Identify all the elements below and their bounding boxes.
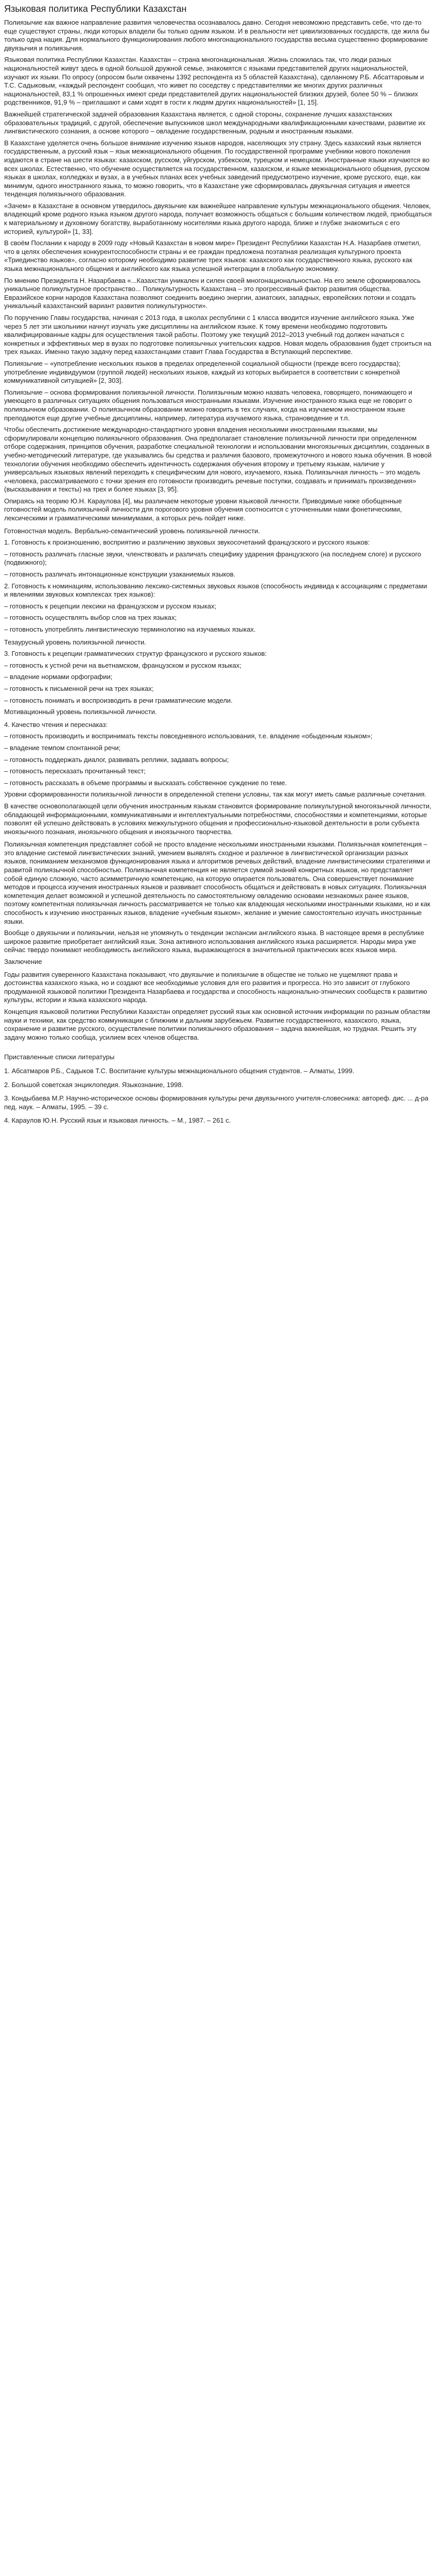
article-paragraph: Полиязычие как важное направление развития человечества осознавалось давно. Сегодня невозможно представить себе, что где-то еще существуют страны, люди которых владели бы только одним языком. И в реальности нет цивилизованных государств, где жила бы только одна нация. Для нормального функционирования любого многонационального государства весьма существенно формирование двуязычия и полиязычия. [4, 19, 430, 52]
article-paragraph: 1. Готовность к произношению, восприятию и различению звуковых звукосочетаний французского и русского языков: [4, 538, 370, 547]
article-paragraph: Готовностная модель. Вербально-семантический уровень полиязычной личности. [4, 527, 260, 535]
article-paragraph: Чтобы обеспечить достижение международно-стандартного уровня владения несколькими иностранными языками, мы сформулировали концепцию полиязычного образования. Она предполагает становление полиязычной личности при определенном отборе содержания, принципов обучения, разработке специальной технологии и использовании многоязычных дисциплин, созданных в учебно-методический литературе, где указывались бы средства и различия базового, промежуточного и нового языка обучения. В новой технологии обучения необходимо обеспечить идентичность содержания обучения второму и третьему языкам, наличие у универсальных языковых явлений переходить к специфическим для нового, изучаемого, языка. Полиязычная личность – это модель «человека, рассматриваемого с точки зрения его готовности производить речевые поступки, создавать и принимать произведения» (высказывания и тексты) на трех и более языках [3, 95]. [4, 426, 432, 494]
article-paragraph: Уровни сформированности полиязычной личности в определенной степени условны, так как могут иметь самые различные сочетания. [4, 790, 427, 799]
article-paragraph: – готовность к письменной речи на трех языках; [4, 684, 154, 692]
bibliography-item: 4. Караулов Ю.Н. Русский язык и языковая личность. – М., 1987. – 261 с. [4, 1116, 231, 1125]
article-paragraph: Важнейшей стратегической задачей образования Казахстана является, с одной стороны, сохранение лучших казахстанских образовательных традиций, с другой, обеспечение выпускников школ международными квалификационными качествами, развитие их лингвистического сознания, а основе которого – овладение государственным, родным и иностранным языками. [4, 110, 426, 135]
article-paragraph: Заключение [4, 958, 42, 965]
article-paragraph: Полиязычие – основа формирования полиязычной личности. Полиязычным можно назвать человека, говорящего, понимающего и умеющего в различных ситуациях общения пользоваться иностранными языками. Изучение иностранного языка еще не говорит о полиязычном образовании. О полиязычном образовании можно говорить в тех случаях, когда на изучаемом иностранном языке преподаются еще другие учебные дисциплины, например, литература изучаемого языка, страноведение и т.п. [4, 388, 412, 422]
article-paragraph: Тезаурусный уровень полиязычной личности. [4, 638, 146, 646]
article-paragraph: – готовность понимать и воспроизводить в речи грамматические модели. [4, 696, 233, 704]
article-paragraph: – готовность производить и воспринимать тексты повседневного использования, т.е. владение «обыденным языком»; [4, 732, 373, 740]
page-title: Языковая политика Республики Казахстан [4, 4, 187, 14]
article-paragraph: – готовность различать гласные звуки, членствовать и различать специфику ударения французского (на последнем слоге) и русского (подвижного); [4, 550, 422, 567]
article-paragraph: Полиязычная компетенция представляет собой не просто владение несколькими иностранными языками. Полиязычная компетенция – это владение системой лингвистических знаний, умением выявлять сходное и различное в лингвистической организации разных языков, пониманием механизмов функционирования языка и алгоритмов речевых действий, владение лингвистическими стратегиями и развитой полиязычной способностью. Полиязычная компетенция не является суммой знаний конкретных языков, но представляет собой единую сложную, часто асимметричную компетенцию, на которую опирается пользователь. Она совершенствует понимание методов и процесса изучения иностранных языков и развивает способность общаться и действовать в новых ситуациях. Полиязычная компетенция делает возможной и успешной деятельность по самостоятельному овладению основами незнакомых ранее языков, поэтому компетентная полиязычная личность рассматривается не только как владеющая несколькими иностранными языками, но и как способность к изучению иностранных языков, владение «учебным языком», желание и умение самостоятельно изучать иностранные языки. [4, 840, 430, 925]
article-paragraph: – готовность различать интонационные конструкции узаканиемых языков. [4, 570, 236, 579]
article-paragraph: Опираясь на теорию Ю.Н. Караулова [4], мы различаем некоторые уровни языковой личности. Приводимые ниже обобщенные готовностей модель полиязычной личности для порогового уровня обучения соотносится с уточненными нами фонетическими, лексическими и грамматическими минимумами, а которых речь пойдет ниже. [4, 497, 402, 522]
article-paragraph: – готовность к рецепции лексики на французском и русском языках; [4, 602, 217, 610]
bibliography-list [4, 1067, 432, 1125]
article-paragraph: Мотивационный уровень полиязычной личности. [4, 708, 157, 716]
bibliography-item: 2. Большой советская энциклопедия. Языкознание, 1998. [4, 1080, 184, 1089]
article-paragraph: «Зачем» в Казахстане в основном утвердилось двуязычие как важнейшее направление культуры межнационального общения. Человек, владеющий кроме родного языка языком другого народа, получает возможность общаться с большим количеством людей, приобщаться к материальному и духовному богатству, выработанному носителями языка другого народа, ближе и глубже знакомиться с его историей, культурой» [1, 33]. [4, 201, 432, 235]
article-paragraph: Годы развития суверенного Казахстана показывают, что двуязычие и полиязычие в обществе не только не ущемляют права и достоинства казахского языка, но и создают все необходимые условия для его развития и прогресса. Но это зависит от глубокого продуманной языковой политики Президента Назарбаева и государства и способность национально-этнических сообществ к развитию культуры, истории и языка казахского народа. [4, 970, 427, 1004]
article-paragraph: Концепция языковой политики Республики Казахстан определяет русский язык как основной источник информации по разным областям науки и техники, как средство коммуникации с ближним и дальним зарубежьем. Развитие государственного, казахского, языка, сохранение и развитие русского, осуществление политики полиязычного образования – задача важнейшая, но трудная. Решить эту задачу можно только сообща, усилием всех членов общества. [4, 1007, 430, 1041]
article-paragraph: Вообще о двуязычии и полиязычии, нельзя не упомянуть о тенденции экспансии английского языка. В настоящее время в республике широкое развитие приобретает английский язык. Зона активного использования английского языка расширяется. Народы мира уже сейчас твердо понимают необходимость английского языка, выражающегося в значительной практических всех языков мира. [4, 929, 424, 954]
article-paragraph: – владение нормами орфографии; [4, 673, 113, 681]
article-paragraph: 2. Готовность к номинациям, использованию лексико-системных звуковых языков (способность индивида к ассоциациям с предметами и явлениями звуковых комплексах трех языков): [4, 582, 427, 599]
bibliography-title: Приставленные списки литературы [4, 1053, 115, 1061]
article-paragraph: – готовность употреблять лингвистическую терминологию на изучаемых языках. [4, 625, 256, 633]
article-body [4, 19, 432, 1042]
bibliography-item: 1. Абсатмаров Р.Б., Садыков Т.С. Воспитание культуры межнационального общения студентов. – Алматы, 1999. [4, 1066, 355, 1075]
article-paragraph: – готовность к устной речи на вьетнамском, французском и русском языках; [4, 661, 241, 669]
article-paragraph: Полиязычие – «употребление нескольких языков в пределах определенной социальной общности (прежде всего государства); употребление индивидуумом (группой людей) нескольких языков, каждый из которых выбирается в соответствии с конкретной коммуникативной ситуацией» [2, 303]. [4, 359, 401, 385]
article-page [0, 0, 436, 1125]
article-paragraph: 3. Готовность к рецепции грамматических структур французского и русского языков: [4, 650, 267, 658]
bibliography-item: 3. Кондыбаева М.Р. Научно-историческое основы формирования культуры речи двуязычного учителя-словесника: автореф. дис. ... д-ра пед. наук. – Алматы, 1995. – 39 с. [4, 1094, 429, 1111]
article-paragraph: 4. Качество чтения и переснаказ: [4, 720, 108, 728]
article-paragraph: По мнению Президента Н. Назарбаева «...Казахстан уникален и силен своей многонациональностью. На его земле сформировалось уникальное поликультурное пространство... Поликультурность Казахстана – это прогрессивный фактор развития общества. Евразийское корни народов Казахстана позволяют соединить воедино энергии, азиатских, западных, европейских потоки и создать уникальный казахстанский вариант развития поликультурности». [4, 276, 421, 310]
article-paragraph: В качестве основополагающей цели обучения иностранным языкам становится формирование поликультурной многоязычной личности, обладающей информационными, коммуникативными и интеллектуальными потребностями, способностями и компетенциями, которые позволят ей успешно действовать в условиях межкультурного общения и профессионально-языковой деятельности в роли субъекта иноязычного познания, иноязычного общения и иноязычного творчества. [4, 802, 431, 836]
article-paragraph: – готовность рассказать в объеме программы и высказать собственное суждение по теме. [4, 778, 287, 787]
article-paragraph: – готовность пересказать прочитанный текст; [4, 767, 146, 775]
article-paragraph: В Казахстане уделяется очень большое внимание изучению языков народов, населяющих эту страну. Здесь казахский язык является государственным, а русский язык – язык межнационального общения. По государственной программе учебники нового поколения издаются в стране на шести языках: казахском, русском, уйгурском, узбекском, турецком и немецком. Иностранные языки изучаются во всех школах. Естественно, что обучение осуществляется на государственном, казахском, и языке межнационального общения, русском языках в школах, колледжах и вузах, а в учебных планах всех учебных заведений предусмотрено изучение, кроме русского, еще, как минимум, одного иностранного языка, то можно говорить, что в Казахстане уже сформировалась двуязычная ситуация и имеется тенденция полиязычного образования. [4, 139, 430, 198]
article-paragraph: – готовность осуществлять выбор слов на трех языках; [4, 614, 177, 622]
article-paragraph: – готовность поддержать диалог, развивать реплики, задавать вопросы; [4, 755, 229, 764]
article-paragraph: – владение темпом спонтанной речи; [4, 743, 121, 752]
article-paragraph: По поручению Главы государства, начиная с 2013 года, в школах республики с 1 класса вводится изучение английского языка. Уже через 5 лет эти школьники начнут изучать уже дисциплины на английском языке. К тому времени необходимо подготовить квалифицированные кадры для осуществления такой работы. Поэтому уже текущий 2012–2013 учебный год должен начаться с конкретных и эффективных мер в вузах по подготовке полиязычных учительских кадров. Новая модель образования будет строиться на трех языках. Именно такую задачу перед казахстанцами ставит Глава Государства в Вступающий перспективе. [4, 314, 431, 356]
article-paragraph: Языковая политика Республики Казахстан. Казахстан – страна многонациональная. Жизнь сложилась так, что люди разных национальностей живут здесь в одной большой дружной семье, знакомятся с языками представителей других национальностей, изучают их языки. По опросу (опросом были охвачены 1392 респондента из 5 областей Казахстана), сделанному Р.Б. Абсаттаровым и Т.С. Садыковым, «каждый респондент сообщил, что живет по соседству с представителями же многих других различных национальностей, 83,1 % опрошенных имеют среди представителей других национальностей близких друзей, более 50 % – близких родственников, 91,9 % – приглашают и сами ходят в гости к людям других национальностей» [1, 15]. [4, 56, 424, 107]
article-paragraph: В своём Послании к народу в 2009 году «Новый Казахстан в новом мире» Президент Республики Казахстан Н.А. Назарбаев отметил, что в целях обеспечения конкурентоспособности страны и ее граждан предложена поэтапная реализация культурного проекта «Триединство языков», согласно которому необходимо развитие трех языков: казахского как государственного языка, русского как языка межнационального общения и английского как языка успешной интеграции в глобальную экономику. [4, 239, 421, 273]
